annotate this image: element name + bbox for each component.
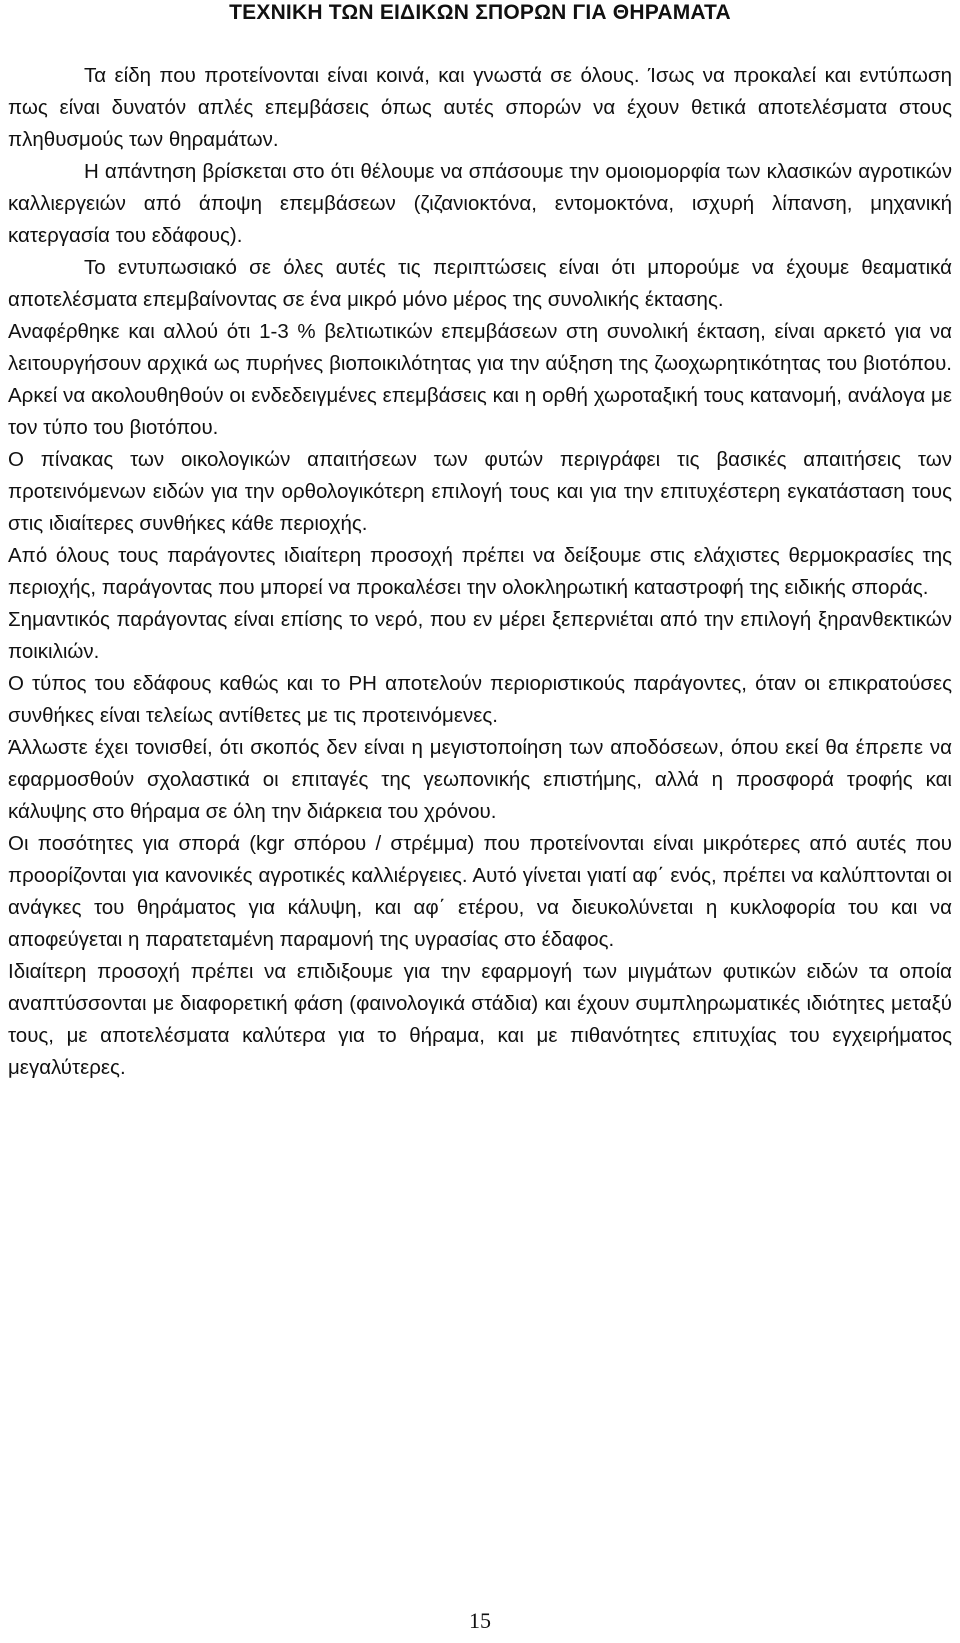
- paragraph-5: Ο πίνακας των οικολογικών απαιτήσεων των φυτών περιγράφει τις βασικές απαιτήσεις των προτεινόμενων ειδών για την ορθολογικότερη επιλογή τους και για την επιτυχέστερη εγκατάσταση τους στις ιδιαίτερες συνθήκες κάθε περιοχής.: [8, 448, 952, 535]
- paragraph-6: Από όλους τους παράγοντες ιδιαίτερη προσοχή πρέπει να δείξουμε στις ελάχιστες θερμοκρασίες της περιοχής, παράγοντας που μπορεί να προκαλέσει την ολοκληρωτική καταστροφή της ειδικής σποράς.: [8, 544, 952, 599]
- paragraph-1: Τα είδη που προτείνονται είναι κοινά, και γνωστά σε όλους. Ίσως να προκαλεί και εντύπωση πως είναι δυνατόν απλές επεμβάσεις όπως αυτές σπορών να έχουν θετικά αποτελέσματα στους πληθυσμούς των θηραμάτων.: [8, 64, 952, 151]
- body-text: [8, 60, 952, 1084]
- paragraph-7: Σημαντικός παράγοντας είναι επίσης το νερό, που εν μέρει ξεπερνιέται από την επιλογή ξηρανθεκτικών ποικιλιών.: [8, 608, 952, 663]
- page-title: ΤΕΧΝΙΚΗ ΤΩΝ ΕΙΔΙΚΩΝ ΣΠΟΡΩΝ ΓΙΑ ΘΗΡΑΜΑΤΑ: [229, 1, 731, 24]
- paragraph-10: Οι ποσότητες για σπορά (kgr σπόρου / στρέμμα) που προτείνονται είναι μικρότερες από αυτές που προορίζονται για κανονικές αγροτικές καλλιέργειες. Αυτό γίνεται γιατί αφ΄ ενός, πρέπει να καλύπτονται οι ανάγκες του θηράματος για κάλυψη, και αφ΄ ετέρου, να διευκολύνεται η κυκλοφορία του και να αποφεύγεται η παρατεταμένη παραμονή της υγρασίας στο έδαφος.: [8, 832, 952, 951]
- page-number: 15: [469, 1608, 491, 1633]
- paragraph-4: Αναφέρθηκε και αλλού ότι 1-3 % βελτιωτικών επεμβάσεων στη συνολική έκταση, είναι αρκετό για να λειτουργήσουν αρχικά ως πυρήνες βιοποικιλότητας για την αύξηση της ζωοχωρητικότητας του βιοτόπου. Αρκεί να ακολουθηθούν οι ενδεδειγμένες επεμβάσεις και η ορθή χωροταξική τους κατανομή, ανάλογα με τον τύπο του βιοτόπου.: [8, 320, 952, 439]
- paragraph-3: Το εντυπωσιακό σε όλες αυτές τις περιπτώσεις είναι ότι μπορούμε να έχουμε θεαματικά αποτελέσματα επεμβαίνοντας σε ένα μικρό μόνο μέρος της συνολικής έκτασης.: [8, 256, 952, 311]
- paragraph-8: Ο τύπος του εδάφους καθώς και το PH αποτελούν περιοριστικούς παράγοντες, όταν οι επικρατούσες συνθήκες είναι τελείως αντίθετες με τις προτεινόμενες.: [8, 672, 952, 727]
- paragraph-11: Ιδιαίτερη προσοχή πρέπει να επιδιξουμε για την εφαρμογή των μιγμάτων φυτικών ειδών τα οποία αναπτύσσονται με διαφορετική φάση (φαινολογικά στάδια) και έχουν συμπληρωματικές ιδιότητες μεταξύ τους, με αποτελέσματα καλύτερα για το θήραμα, και με πιθανότητες επιτυχίας του εγχειρήματος μεγαλύτερες.: [8, 960, 952, 1079]
- paragraph-9: Άλλωστε έχει τονισθεί, ότι σκοπός δεν είναι η μεγιστοποίηση των αποδόσεων, όπου εκεί θα έπρεπε να εφαρμοσθούν σχολαστικά οι επιταγές της γεωπονικής επιστήμης, αλλά η προσφορά τροφής και κάλυψης στο θήραμα σε όλη την διάρκεια του χρόνου.: [8, 736, 952, 823]
- paragraph-2: Η απάντηση βρίσκεται στο ότι θέλουμε να σπάσουμε την ομοιομορφία των κλασικών αγροτικών καλλιεργειών από άποψη επεμβάσεων (ζιζανιοκτόνα, εντομοκτόνα, ισχυρή λίπανση, μηχανική κατεργασία του εδάφους).: [8, 160, 952, 247]
